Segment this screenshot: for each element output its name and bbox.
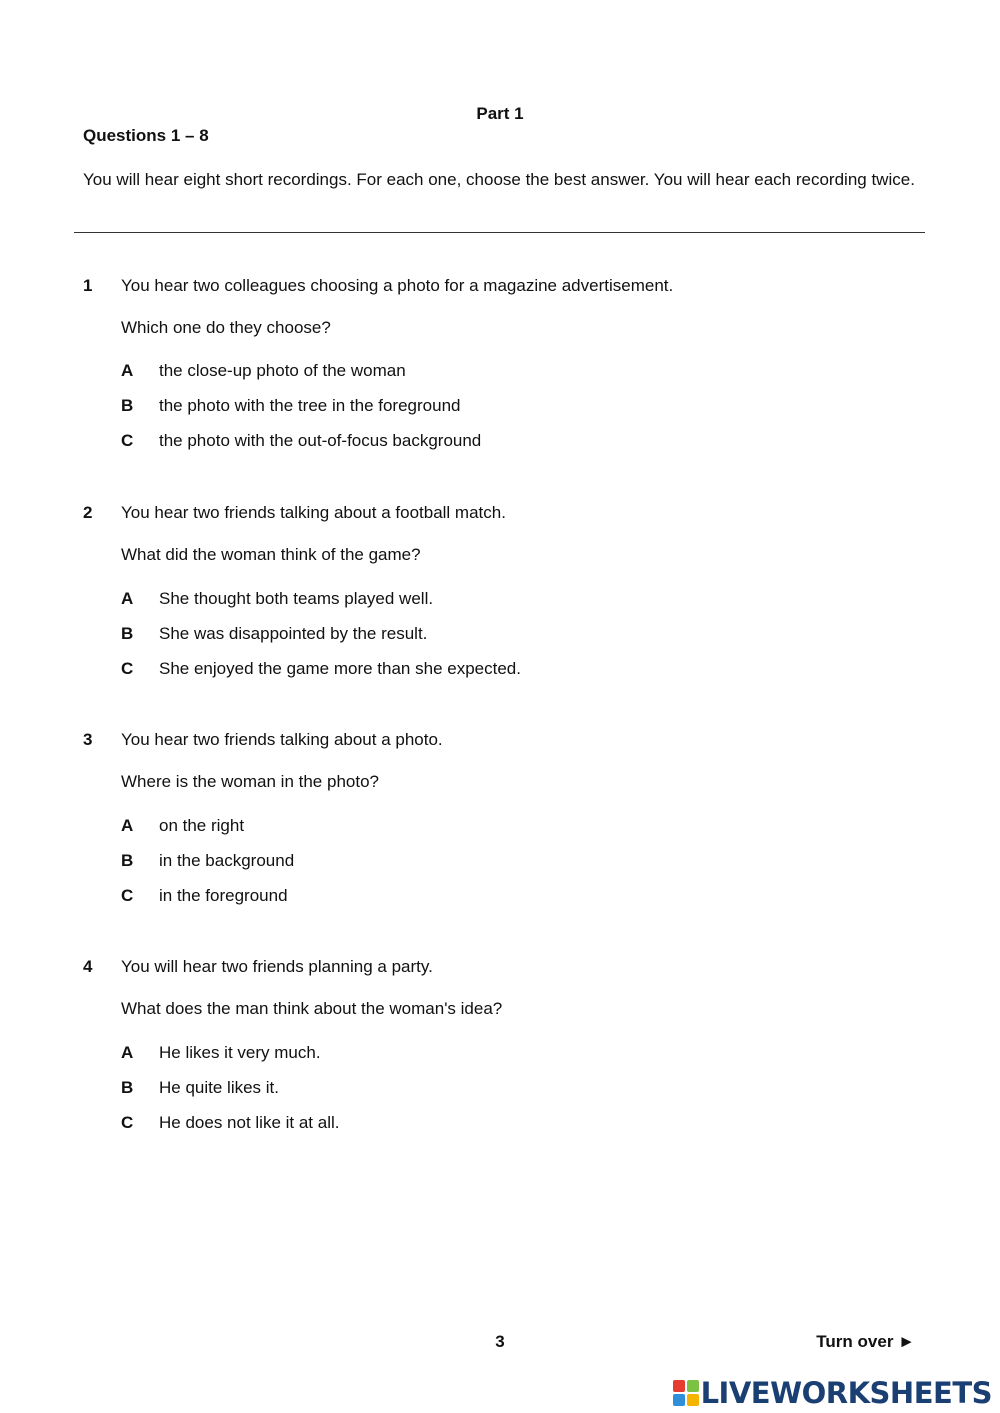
question-prompt: What does the man think about the woman's idea? [121,999,503,1018]
option-a[interactable] [0,589,1000,611]
option-letter: A [121,361,134,380]
question-1 [0,276,1000,476]
option-a[interactable] [0,816,1000,838]
option-c[interactable] [0,1113,1000,1135]
option-text: the photo with the out-of-focus background [159,431,482,450]
option-text: in the foreground [159,886,288,905]
option-c[interactable] [0,659,1000,681]
option-c[interactable] [0,431,1000,453]
option-letter: C [121,659,134,678]
option-text: the close-up photo of the woman [159,361,406,380]
part-title: Part 1 [476,104,524,123]
logo-square-red [673,1380,685,1392]
question-4 [0,957,1000,1157]
option-c[interactable] [0,886,1000,908]
option-letter: B [121,396,134,415]
question-context: You will hear two friends planning a party. [121,957,433,976]
logo-square-yellow [687,1394,699,1406]
liveworksheets-watermark [673,1376,992,1410]
option-a[interactable] [0,361,1000,383]
option-text: She was disappointed by the result. [159,624,428,643]
option-letter: B [121,1078,134,1097]
question-context: You hear two friends talking about a photo. [121,730,443,749]
page-number: 3 [495,1332,505,1351]
option-text: He does not like it at all. [159,1113,340,1132]
option-b[interactable] [0,851,1000,873]
question-3 [0,730,1000,930]
liveworksheets-logo-icon [673,1380,699,1406]
option-text: the photo with the tree in the foreground [159,396,461,415]
option-text: on the right [159,816,245,835]
question-prompt: What did the woman think of the game? [121,545,421,564]
question-number: 4 [83,957,93,976]
option-b[interactable] [0,396,1000,418]
option-letter: C [121,886,134,905]
question-prompt: Which one do they choose? [121,318,331,337]
option-text: in the background [159,851,295,870]
questions-range: Questions 1 – 8 [83,126,209,145]
option-letter: A [121,1043,134,1062]
option-letter: C [121,1113,134,1132]
question-number: 1 [83,276,93,295]
option-text: She thought both teams played well. [159,589,434,608]
option-text: He quite likes it. [159,1078,279,1097]
question-2 [0,503,1000,703]
question-context: You hear two colleagues choosing a photo for a magazine advertisement. [121,276,674,295]
logo-square-blue [673,1394,685,1406]
logo-square-green [687,1380,699,1392]
option-letter: A [121,816,134,835]
option-letter: B [121,851,134,870]
watermark-text: LIVEWORKSHEETS [700,1376,992,1410]
question-prompt: Where is the woman in the photo? [121,772,379,791]
option-letter: A [121,589,134,608]
divider [74,232,925,233]
question-context: You hear two friends talking about a football match. [121,503,506,522]
option-letter: C [121,431,134,450]
turn-over-label: Turn over ► [816,1332,915,1351]
option-b[interactable] [0,1078,1000,1100]
option-text: He likes it very much. [159,1043,321,1062]
question-number: 2 [83,503,93,522]
option-b[interactable] [0,624,1000,646]
option-a[interactable] [0,1043,1000,1065]
instructions: You will hear eight short recordings. For each one, choose the best answer. You will hear each recording twice. [83,170,915,189]
option-letter: B [121,624,134,643]
option-text: She enjoyed the game more than she expected. [159,659,521,678]
question-number: 3 [83,730,93,749]
